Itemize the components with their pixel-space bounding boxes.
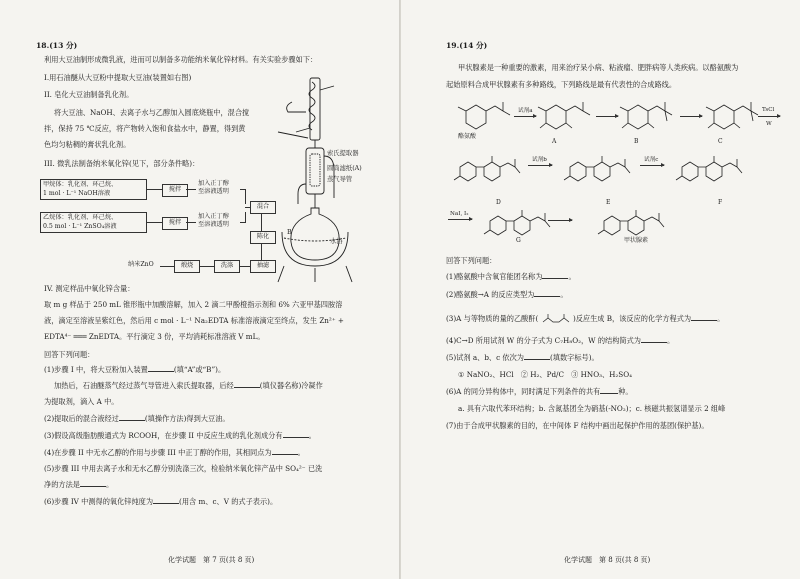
q19-sub1-end: 。: [568, 272, 576, 281]
flow-add2-line1: 加入正丁醇: [198, 213, 229, 220]
acetic-anhydride-structure: [541, 313, 571, 325]
reagent-a: 试剂a: [518, 108, 533, 114]
q19-answer-header: 回答下列问题：: [446, 256, 497, 265]
flow-jia-line1: 甲烷体：乳化剂、环己烷、: [43, 181, 118, 188]
reaction-arrow: [528, 165, 552, 166]
reagent-c: 试剂c: [644, 157, 659, 163]
answer-blank[interactable]: [153, 497, 179, 504]
answer-blank[interactable]: [234, 381, 260, 388]
answer-blank[interactable]: [542, 272, 568, 279]
synthesis-row-2: [446, 145, 796, 203]
q19-intro1: 甲状腺素是一种重要的激素，用来治疗呆小病、粘液瘤、肥胖病等人类疾病。以酪氨酸为: [458, 63, 739, 72]
q18-sub2-text: (2)提取后的混合液经过: [44, 414, 119, 423]
flow-connector: [160, 266, 174, 267]
question-score: (13 分): [49, 41, 78, 50]
q18-sub1c: 为提取剂，滴入 A 中。: [44, 397, 119, 406]
flow-connector: [245, 189, 246, 204]
answer-blank[interactable]: [272, 448, 298, 455]
q19-sub3-end: 。: [717, 314, 725, 323]
q19-sub4-end: 。: [666, 336, 675, 345]
mol-b-label: B: [634, 138, 639, 145]
answer-blank[interactable]: [148, 365, 174, 372]
q18-sub4-text: (4)在步骤 II 中无水乙醇的作用与步骤 III 中正丁醇的作用，其相同点为: [44, 448, 272, 457]
reagent-nai: NaI, I₂: [450, 211, 469, 217]
answer-blank[interactable]: [80, 480, 106, 487]
question-number: 19.: [446, 41, 460, 50]
q18-intro: 利用大豆油制形成微乳液，进而可以制备多功能纳米氧化锌材料。有关实验步骤如下：: [44, 55, 318, 64]
q18-step4-body3: EDTA⁴⁻ ═══ ZnEDTA。平行滴定 3 份，平均消耗标准溶液 V mL。: [44, 332, 265, 341]
flow-add2-line2: 至溶液透明: [198, 221, 229, 229]
soxhlet-apparatus-drawing: [262, 72, 384, 284]
q18-answer-header: 回答下列问题：: [44, 350, 95, 359]
flow-connector: [198, 266, 214, 267]
q19-sub1-text: (1)酪氨酸中含氧官能团名称为: [446, 272, 543, 281]
question-number: 18.: [36, 41, 50, 50]
q19-sub6-conditions: a. 具有六取代苯环结构；b. 含氮基团全为硝基(-NO₂)；c. 核磁共振氢谱显示 2 组峰: [458, 404, 726, 413]
flow-yi-line1: 乙烷体：乳化剂、环己烷、: [43, 214, 118, 221]
q18-sub3-end: 。: [308, 431, 316, 440]
q18-sub1-tail: (填“A”或“B”)。: [173, 365, 226, 374]
flow-filter-box: 抽滤: [250, 260, 276, 273]
page-8: [400, 0, 800, 579]
mol-a-label: A: [552, 138, 557, 145]
q18-sub3: [44, 430, 316, 441]
reagent-tscl: TsCl: [762, 107, 775, 113]
flow-product: 纳米ZnO: [128, 261, 154, 268]
question-score: (14 分): [459, 41, 488, 50]
page-7-footer: 化学试题 第 7 页(共 8 页): [168, 556, 255, 564]
q18-step2-body2: 拌，保持 75 ℃反应，将产物转入饱和食盐水中，静置，得到黄: [44, 124, 246, 133]
q19-sub1: [446, 271, 576, 282]
q19-sub3-text: (3)A 与等物质的量的乙酸酐(: [446, 314, 539, 323]
mol-thyroxine-label: 甲状腺素: [624, 237, 649, 244]
answer-blank[interactable]: [600, 387, 618, 394]
answer-blank[interactable]: [119, 414, 145, 421]
q18-step4-body2: 液，滴定至溶液呈紫红色，然后用 c mol · L⁻¹ Na₂EDTA 标准溶液滴定至终点，发生 Zn²⁺ +: [44, 316, 344, 325]
q18-sub4: [44, 447, 305, 458]
label-thimble: 圆筒滤纸(A): [327, 165, 362, 172]
q19-sub2: [446, 289, 568, 300]
flow-stir2-box: 搅拌: [162, 217, 188, 230]
flow-stir1-box: 搅拌: [162, 184, 188, 197]
q19-sub6-text: (6)A 的同分异构体中，同时满足下列条件的共有: [446, 387, 601, 396]
q19-sub6: [446, 386, 633, 397]
answer-blank[interactable]: [641, 336, 667, 343]
flow-calcine-box: 煅烧: [174, 260, 200, 273]
q18-sub4-end: 。: [297, 448, 305, 457]
q18-sub5-end: 。: [105, 480, 114, 489]
reaction-arrow: [548, 220, 572, 221]
flow-connector: [245, 212, 246, 223]
q18-sub1: [44, 364, 225, 375]
q19-sub2-text: (2)酪氨酸→A 的反应类型为: [446, 290, 535, 299]
q18-sub5: (5)步骤 III 中用去离子水和无水乙醇分别洗涤三次，检验纳米氧化锌产品中 SO₄²⁻ 已洗: [44, 464, 323, 473]
q18-sub6-tail: (用含 m、c、V 的式子表示)。: [179, 497, 278, 506]
q18-step2-body1: 将大豆油、NaOH、去离子水与乙醇加入圆底烧瓶中，混合搅: [54, 108, 250, 117]
q18-step2-body3: 色均匀粘稠的膏状乳化剂。: [44, 140, 131, 149]
q18-step1: I.用石油醚从大豆粉中提取大豆油(装置如右图): [44, 73, 192, 82]
answer-blank[interactable]: [283, 431, 309, 438]
q18-sub6: [44, 496, 277, 507]
reaction-arrow: [596, 116, 618, 117]
flow-connector: [146, 189, 162, 190]
flow-add1: [198, 180, 229, 197]
q18-sub1b: [54, 380, 323, 391]
q18-sub3-text: (3)假设高级脂肪酸通式为 RCOOH，在步骤 II 中反应生成的乳化剂成分有: [44, 431, 283, 440]
question-18-title: [36, 40, 77, 52]
q19-sub5-tail: (填数字标号)。: [549, 353, 599, 362]
reaction-arrow: [514, 116, 536, 117]
question-19-title: [446, 40, 487, 52]
synthesis-row-3: [446, 205, 746, 249]
q19-sub4: [446, 335, 674, 346]
mol-d-label: D: [496, 199, 501, 206]
flow-wash-box: 洗涤: [214, 260, 240, 273]
q19-sub5: [446, 352, 599, 363]
q18-sub1b-text: 加热后，石油醚蒸气经过蒸气导管进入索氏提取器，后经: [54, 381, 234, 390]
q18-sub2: [44, 413, 230, 424]
reaction-arrow: [680, 116, 702, 117]
flow-add1-line2: 至溶液透明: [198, 188, 229, 196]
q18-sub1b-tail: (填仪器名称)冷凝作: [259, 381, 323, 390]
flow-connector: [186, 189, 196, 190]
label-soxhlet: 索氏提取器: [327, 150, 359, 157]
flow-connector: [186, 222, 196, 223]
mol-f-label: F: [718, 199, 723, 206]
reagent-b: 试剂b: [532, 157, 547, 163]
q18-sub2-tail: (填操作方法)得到大豆油。: [144, 414, 230, 423]
q18-sub5b: [44, 479, 113, 490]
q18-sub6-text: (6)步骤 IV 中测得的氧化锌纯度为: [44, 497, 154, 506]
q18-step4-body1: 取 m g 样品于 250 mL 锥形瓶中加酸溶解，加入 2 滴二甲酚橙指示剂和 6% 六亚甲基四胺溶: [44, 300, 343, 309]
reaction-arrow: [448, 219, 472, 220]
flow-yi-box: [40, 212, 147, 233]
reaction-arrow: [758, 116, 780, 117]
q19-sub3: [446, 313, 724, 325]
q19-sub5-text: (5)试剂 a、b、c 依次为: [446, 353, 524, 362]
q19-sub7: (7)由于合成甲状腺素的目的，在中间体 F 结构中画出起保护作用的基团(保护基)。: [446, 421, 709, 430]
reaction-arrow: [640, 165, 664, 166]
q18-step3: III. 微乳法制备纳米氧化锌(见下，部分条件略)：: [44, 159, 200, 168]
reagent-w: W: [766, 121, 772, 127]
flow-connector: [245, 207, 250, 208]
q18-step2: II. 皂化大豆油制备乳化剂。: [44, 90, 134, 99]
flow-aging-box: 陈化: [250, 231, 276, 244]
answer-blank[interactable]: [691, 314, 717, 321]
flow-mix-box: 混合: [250, 201, 276, 214]
flow-connector: [146, 222, 162, 223]
mol-g-label: G: [516, 237, 521, 244]
q19-sub2-end: 。: [560, 290, 568, 299]
flow-add1-line1: 加入正丁醇: [198, 180, 229, 187]
label-flask-b: B: [287, 229, 292, 236]
page-8-footer: 化学试题 第 8 页(共 8 页): [564, 556, 651, 564]
flow-add2: [198, 213, 229, 230]
q19-sub4-text: (4)C→D 所用试剂 W 的分子式为 C₇H₈O₂，W 的结构简式为: [446, 336, 641, 345]
label-vapor-tube: 蒸气导管: [327, 176, 353, 183]
flow-yi-line2: 0.5 mol · L⁻¹ ZnSO₄溶液: [43, 222, 117, 230]
q18-sub5b-text: 净的方法是: [44, 480, 80, 489]
q19-sub5-options: ① NaNO₂、HCl ② H₂、Pd/C ③ HNO₃、H₂SO₄: [458, 370, 632, 379]
q18-step4: IV. 测定样品中氧化锌含量：: [44, 284, 135, 293]
mol-e-label: E: [606, 199, 611, 206]
mol-c-label: C: [718, 138, 723, 145]
q19-sub6-tail: 种。: [618, 387, 633, 396]
q19-intro2: 起始原料合成甲状腺素有多种路线，下列路线是最有代表性的合成路线。: [446, 80, 677, 89]
label-water-bath: 水浴: [330, 238, 343, 245]
answer-blank[interactable]: [534, 290, 560, 297]
answer-blank[interactable]: [524, 353, 550, 360]
flow-jia-box: [40, 179, 147, 200]
q18-sub1-text: (1)步骤 I 中，将大豆粉加入装置: [44, 365, 148, 374]
mol-tyrosine-label: 酪氨酸: [458, 133, 477, 140]
flow-jia-line2: 1 mol · L⁻¹ NaOH溶液: [43, 189, 111, 197]
q19-sub3-mid: )反应生成 B，该反应的化学方程式为: [572, 314, 692, 323]
